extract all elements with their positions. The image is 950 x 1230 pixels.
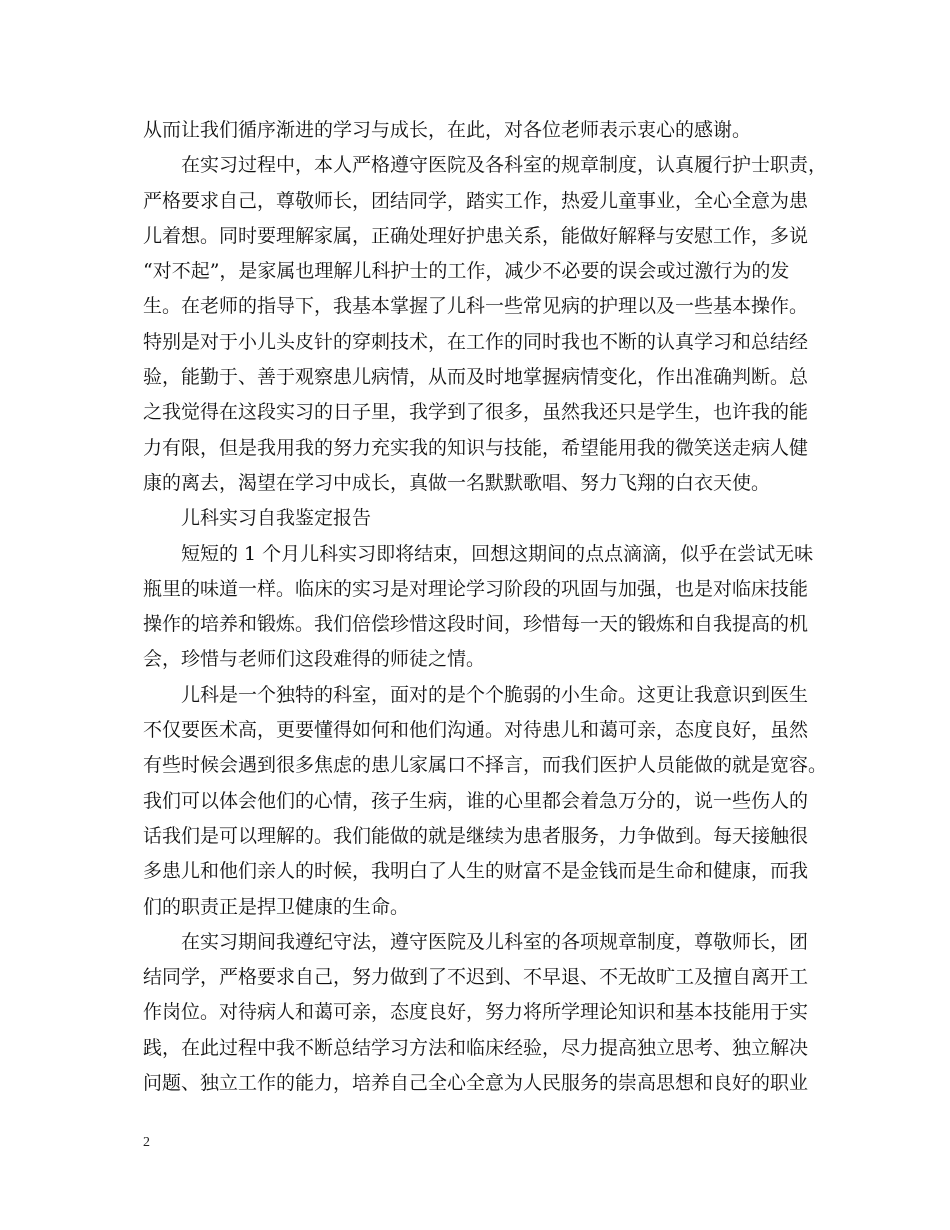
text-line: 我们可以体会他们的心情，孩子生病，谁的心里都会着急万分的，说一些伤人的	[143, 789, 809, 812]
text-line: 们的职责正是捍卫健康的生命。	[143, 895, 410, 918]
text-line: 话我们是可以理解的。我们能做的就是继续为患者服务，力争做到。每天接触很	[143, 824, 809, 847]
text-line: 不仅要医术高，更要懂得如何和他们沟通。对待患儿和蔼可亲，态度良好，虽然	[143, 719, 809, 742]
text-line: 生。在老师的指导下，我基本掌握了儿科一些常见病的护理以及一些基本操作。	[143, 295, 809, 318]
text-line: 之我觉得在这段实习的日子里，我学到了很多，虽然我还只是学生，也许我的能	[143, 401, 809, 424]
text-line: 从而让我们循序渐进的学习与成长，在此，对各位老师表示衷心的感谢。	[143, 119, 752, 141]
section-heading: 儿科实习自我鉴定报告	[181, 507, 372, 530]
text-line: 会，珍惜与老师们这段难得的师徒之情。	[143, 648, 486, 671]
text-line: “对不起”，是家属也理解儿科护士的工作，减少不必要的误会或过激行为的发	[143, 260, 790, 283]
text-line: 康的离去，渴望在学习中成长，真做一名默默歌唱、努力飞翔的白衣天使。	[143, 471, 771, 494]
text-line: 特别是对于小儿头皮针的穿刺技术，在工作的同时我也不断的认真学习和总结经	[143, 330, 809, 353]
text-line: 严格要求自己，尊敬师长，团结同学，踏实工作，热爱儿童事业，全心全意为患	[143, 189, 809, 212]
text-line: 问题、独立工作的能力，培养自己全心全意为人民服务的崇高思想和良好的职业	[143, 1072, 809, 1095]
text-line: 多患儿和他们亲人的时候，我明白了人生的财富不是金钱而是生命和健康，而我	[143, 860, 809, 883]
text-line: 操作的培养和锻炼。我们倍偿珍惜这段时间，珍惜每一天的锻炼和自我提高的机	[143, 613, 809, 636]
text-line: 践，在此过程中我不断总结学习方法和临床经验，尽力提高独立思考、独立解决	[143, 1036, 809, 1059]
text-line: 短短的 1 个月儿科实习即将结束，回想这期间的点点滴滴，似乎在尝试无味	[181, 542, 814, 565]
page-number: 2	[143, 1135, 150, 1150]
text-line: 在实习过程中，本人严格遵守医院及各科室的规章制度，认真履行护士职责，	[181, 154, 828, 177]
text-line: 儿科是一个独特的科室，面对的是个个脆弱的小生命。这更让我意识到医生	[181, 683, 809, 706]
text-line: 结同学，严格要求自己，努力做到了不迟到、不早退、不无故旷工及擅自离开工	[143, 966, 809, 989]
text-line: 力有限，但是我用我的努力充实我的知识与技能，希望能用我的微笑送走病人健	[143, 436, 809, 459]
text-line: 在实习期间我遵纪守法，遵守医院及儿科室的各项规章制度，尊敬师长，团	[181, 930, 809, 953]
text-line: 验，能勤于、善于观察患儿病情，从而及时地掌握病情变化，作出准确判断。总	[143, 366, 809, 389]
document-body	[143, 113, 828, 1101]
text-line: 儿着想。同时要理解家属，正确处理好护患关系，能做好解释与安慰工作，多说	[143, 224, 809, 247]
text-line: 瓶里的味道一样。临床的实习是对理论学习阶段的巩固与加强，也是对临床技能	[143, 577, 809, 600]
text-line: 有些时候会遇到很多焦虑的患儿家属口不择言，而我们医护人员能做的就是宽容。	[143, 754, 828, 777]
text-line: 作岗位。对待病人和蔼可亲，态度良好，努力将所学理论知识和基本技能用于实	[143, 1001, 809, 1024]
